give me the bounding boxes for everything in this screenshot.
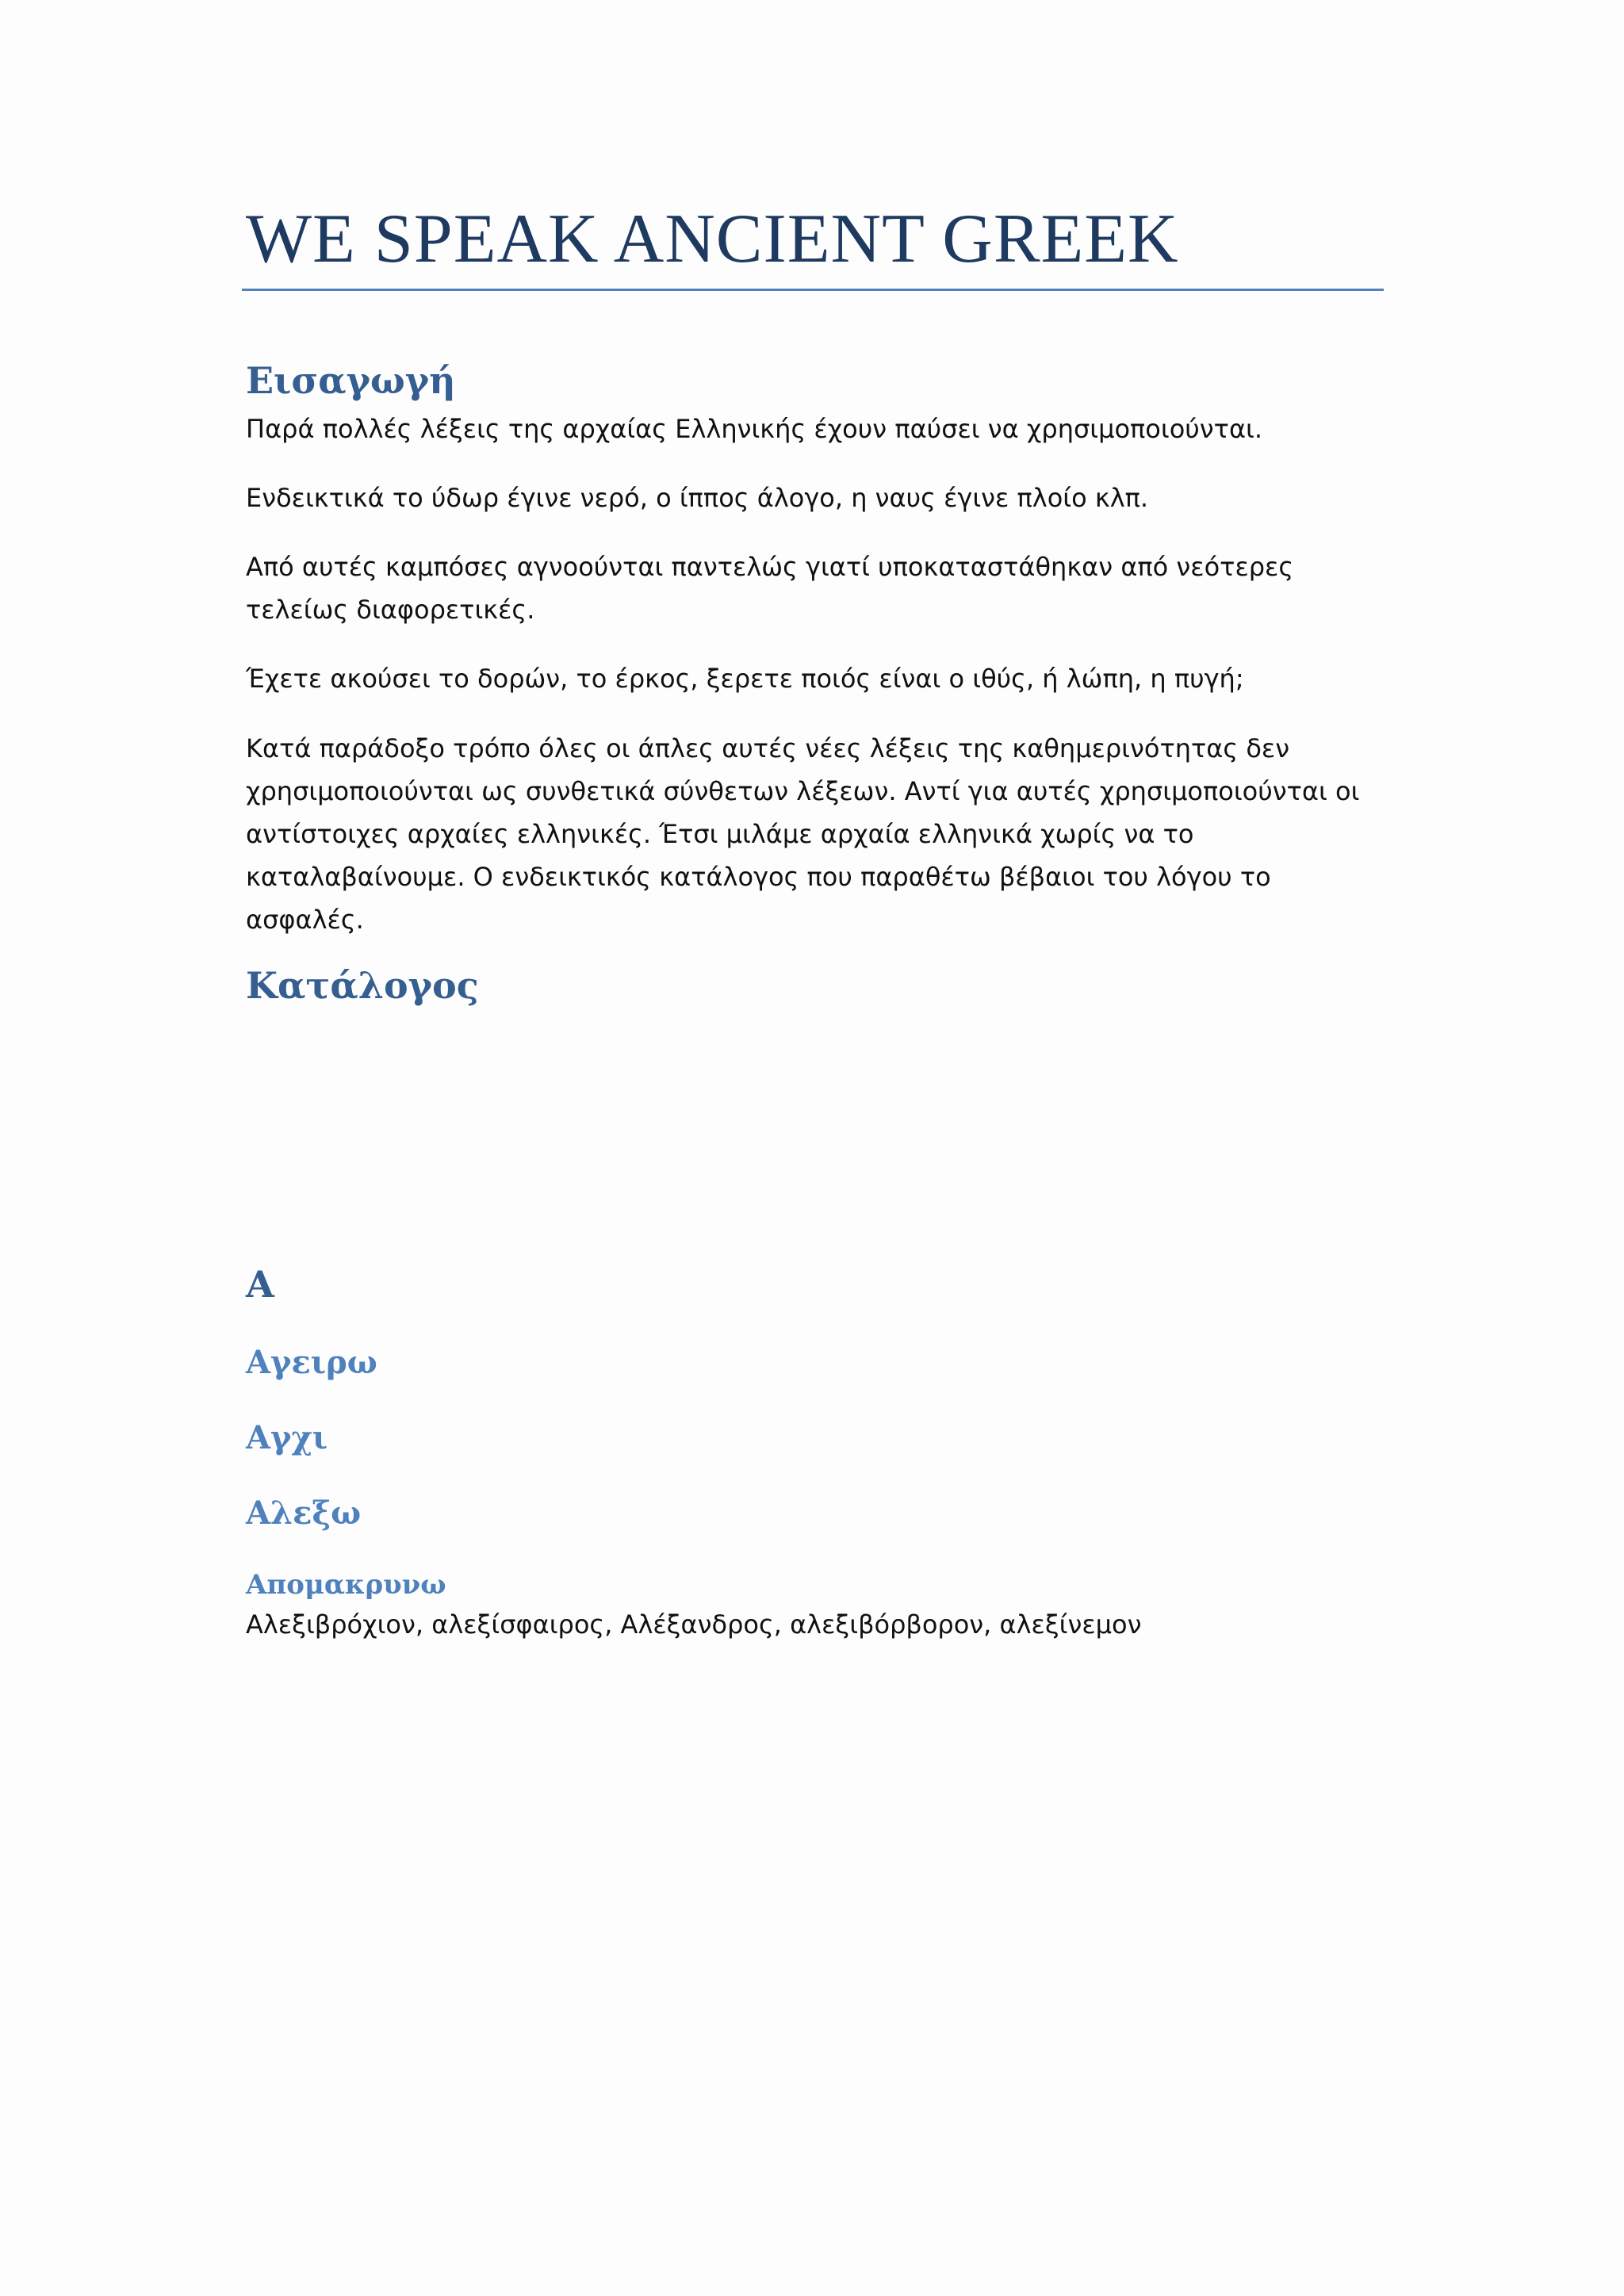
catalog-entry-3: Αλεξω xyxy=(246,1494,362,1532)
intro-paragraph-3: Από αυτές καμπόσες αγνοούνται παντελώς γιατί υποκαταστάθηκαν από νεότερες τελείως διαφορετικές. xyxy=(246,552,1294,625)
catalog-letter-heading: Α xyxy=(246,1263,274,1306)
catalog-entry-2: Αγχι xyxy=(246,1419,328,1456)
catalog-subentry-text: Αλεξιβρόχιον, αλεξίσφαιρος, Αλέξανδρος, αλεξιβόρβορον, αλεξίνεμον xyxy=(246,1609,1142,1640)
title-underline xyxy=(242,289,1384,291)
intro-paragraph-2: Ενδεικτικά το ύδωρ έγινε νερό, ο ίππος άλογο, η ναυς έγινε πλοίο κλπ. xyxy=(246,483,1149,513)
catalog-entry-1: Αγειρω xyxy=(246,1344,377,1381)
intro-heading: Εισαγωγή xyxy=(246,359,456,402)
document-title: WE SPEAK ANCIENT GREEK xyxy=(246,201,1179,277)
catalog-subentry-heading: Απομακρυνω xyxy=(246,1569,446,1601)
catalog-heading: Κατάλογος xyxy=(246,964,479,1007)
intro-paragraph-1: Παρά πολλές λέξεις της αρχαίας Ελληνικής έχουν παύσει να χρησιμοποιούνται. xyxy=(246,414,1263,444)
intro-paragraph-5: Κατά παράδοξο τρόπο όλες οι άπλες αυτές νέες λέξεις της καθημερινότητας δεν χρησιμοποιούνται ως συνθετικά σύνθετων λέξεων. Αντί για αυτές χρησιμοποιούνται οι αντίστοιχες αρχαίες ελληνικές. Έτσι μιλάμε αρχαία ελληνικά χωρίς να το καταλαβαίνουμε. Ο ενδεικτικός κατάλογος που παραθέτω βέβαιοι του λόγου το ασφαλές. xyxy=(246,733,1360,935)
intro-paragraph-4: Έχετε ακούσει το δορών, το έρκος, ξερετε ποιός είναι ο ιθύς, ή λώπη, η πυγή; xyxy=(246,664,1244,694)
